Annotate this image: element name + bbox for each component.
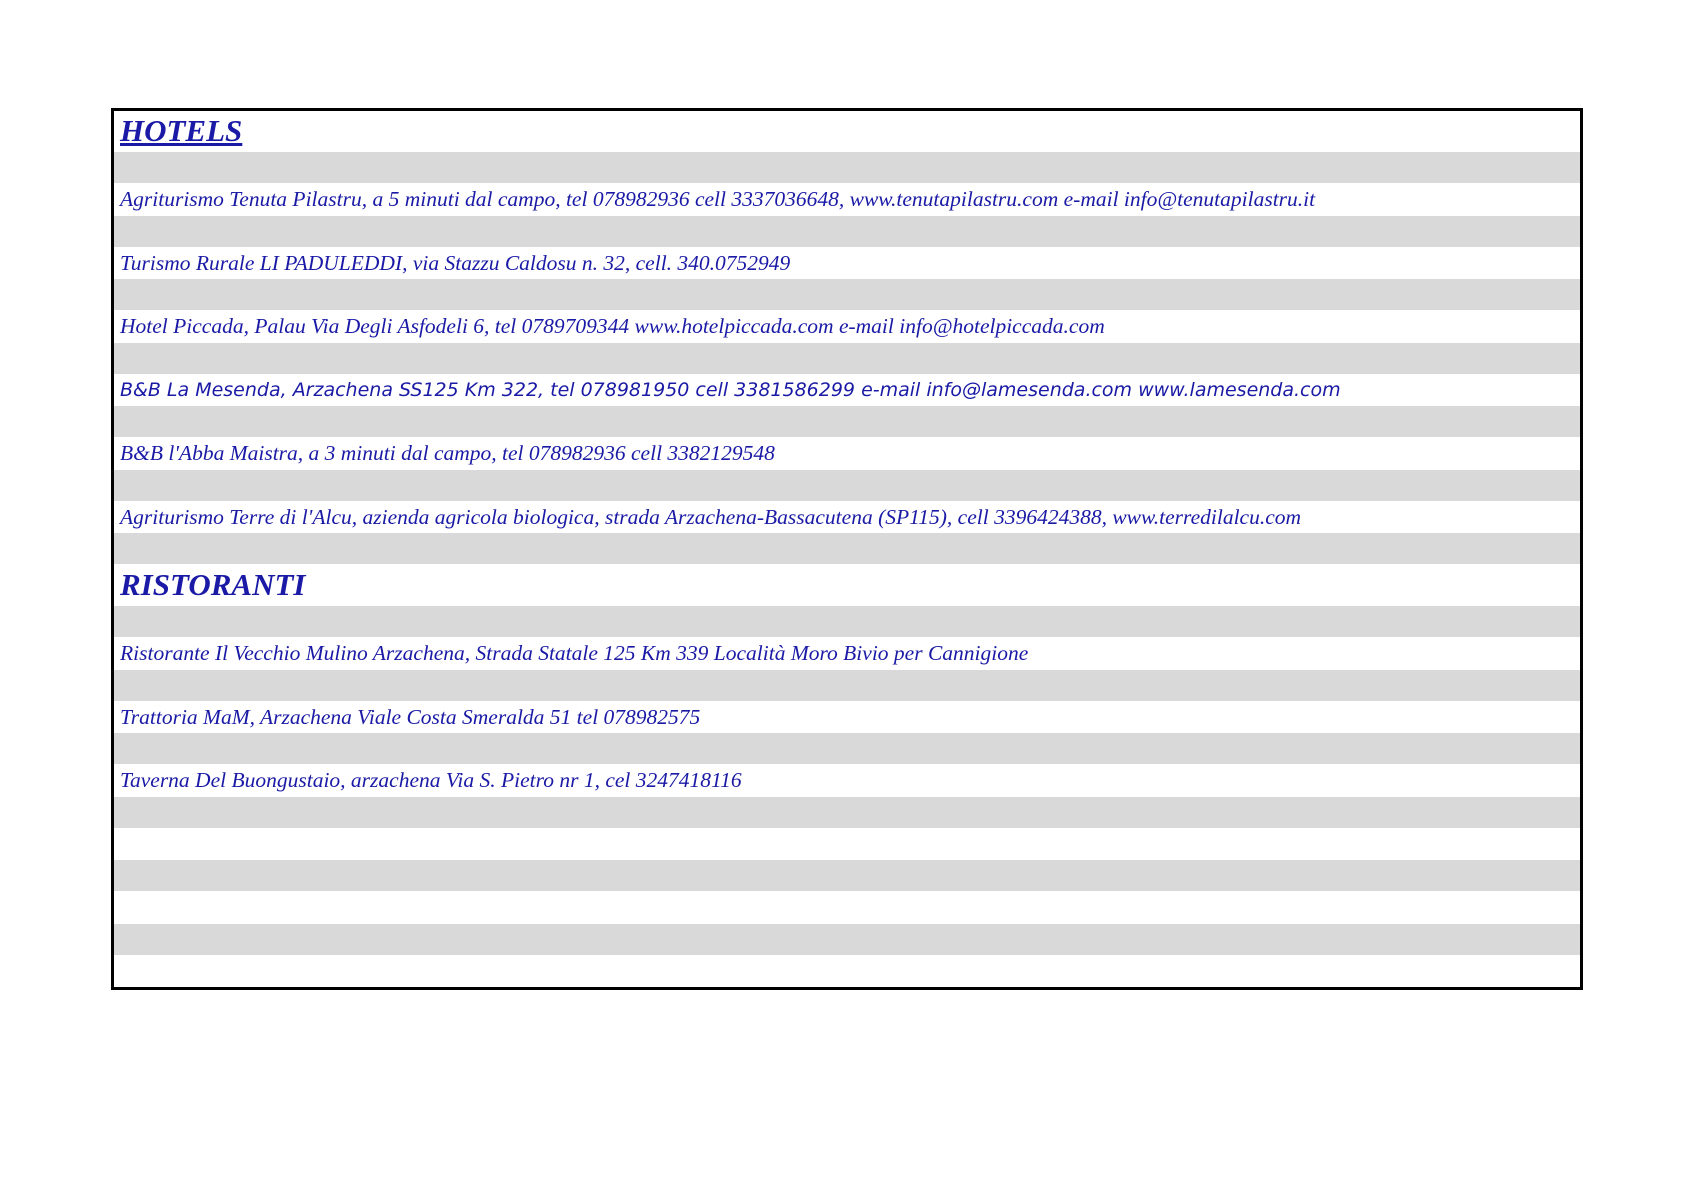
restaurant-entry: Ristorante Il Vecchio Mulino Arzachena, Strada Statale 125 Km 339 Località Moro Bivio per Cannigione bbox=[120, 641, 1029, 665]
hotel-entry: Agriturismo Tenuta Pilastru, a 5 minuti dal campo, tel 078982936 cell 3337036648, www.tenutapilastru.com e-mail info@tenutapilastru.it bbox=[120, 187, 1316, 211]
hotel-entry: B&B La Mesenda, Arzachena SS125 Km 322, tel 078981950 cell 3381586299 e-mail info@lamesenda.com www.lamesenda.com bbox=[120, 379, 1341, 401]
hotel-entry: B&B l'Abba Maistra, a 3 minuti dal campo, tel 078982936 cell 3382129548 bbox=[120, 441, 775, 465]
restaurant-entry: Trattoria MaM, Arzachena Viale Costa Smeralda 51 tel 078982575 bbox=[120, 705, 701, 729]
row-band bbox=[114, 860, 1580, 891]
row-band bbox=[114, 533, 1580, 564]
row-band bbox=[114, 406, 1580, 437]
ristoranti-heading: RISTORANTI bbox=[120, 567, 306, 602]
hotel-entry: Agriturismo Terre di l'Alcu, azienda agricola biologica, strada Arzachena-Bassacutena (SP115), cell 3396424388, www.terredilalcu.com bbox=[120, 505, 1302, 529]
hotels-heading: HOTELS bbox=[120, 113, 243, 148]
row-band bbox=[114, 670, 1580, 701]
hotel-entry: Turismo Rurale LI PADULEDDI, via Stazzu Caldosu n. 32, cell. 340.0752949 bbox=[120, 251, 791, 275]
row-band bbox=[114, 924, 1580, 955]
row-band bbox=[114, 797, 1580, 828]
row-band bbox=[114, 606, 1580, 637]
row-band bbox=[114, 279, 1580, 310]
row-band bbox=[114, 216, 1580, 247]
row-band bbox=[114, 733, 1580, 764]
listing-frame bbox=[111, 108, 1583, 990]
hotel-entry: Hotel Piccada, Palau Via Degli Asfodeli 6, tel 0789709344 www.hotelpiccada.com e-mail info@hotelpiccada.com bbox=[120, 314, 1105, 338]
restaurant-entry: Taverna Del Buongustaio, arzachena Via S. Pietro nr 1, cel 3247418116 bbox=[120, 768, 742, 792]
row-band bbox=[114, 343, 1580, 374]
row-band bbox=[114, 152, 1580, 183]
row-band bbox=[114, 470, 1580, 501]
